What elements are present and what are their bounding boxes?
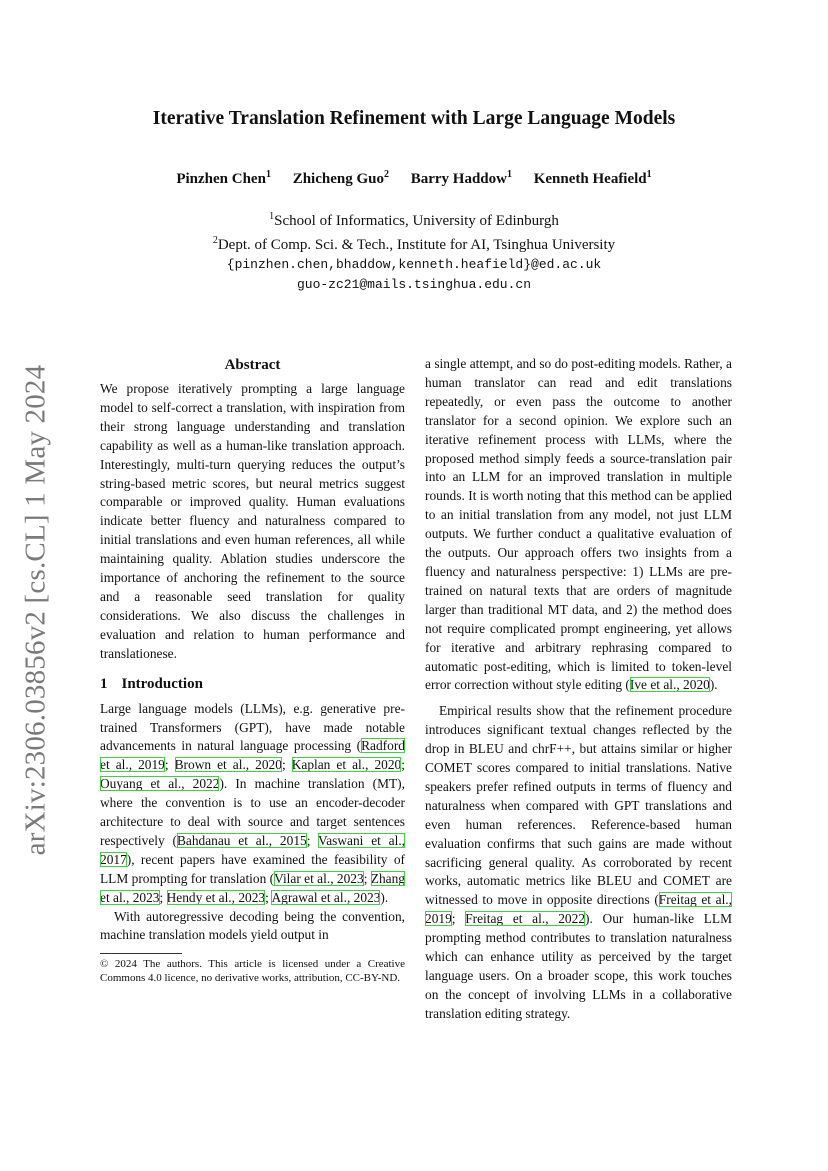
citation-link[interactable]: Freitag et al., 2019 <box>425 892 732 927</box>
text-run: ). In machine translation (MT), where the convention is to use an encoder-decoder architecture to deal with source and target sentences respectively ( <box>100 776 405 848</box>
text-run: ; <box>265 889 272 905</box>
author-list <box>0 169 828 188</box>
citation-link[interactable]: Agrawal et al., 2023 <box>271 889 381 905</box>
section-heading <box>100 674 405 694</box>
author <box>411 171 512 187</box>
affiliation-block <box>0 207 828 295</box>
citation-link[interactable]: Freitag et al., 2022 <box>465 911 586 927</box>
arxiv-sidebar-stamp <box>14 360 58 860</box>
text-run: Empirical results show that the refinement procedure introduces significant textual changes reflected by the drop in BLEU and chrF++, but attains similar or higher COMET scores compared to initial translations. Native speakers prefer refined outputs in terms of fluency and naturalness when compared with GPT translations and even human references. Reference-based human evaluation confirms that such gains are made without sacrificing general quality. As corroborated by recent works, automatic metrics like BLEU and COMET are witnessed to move in opposite directions ( <box>425 703 732 908</box>
arxiv-identifier: arXiv:2306.03856v2 [cs.CL] 1 May 2024 <box>19 364 52 856</box>
text-run: ; <box>306 832 319 848</box>
citation-link[interactable]: Radford et al., 2019 <box>100 738 405 773</box>
text-run: ; <box>363 870 371 886</box>
text-run: ). <box>380 889 389 905</box>
intro-paragraph <box>425 702 732 1023</box>
text-run: ; <box>451 911 466 927</box>
license-footnote: © 2024 The authors. This article is licensed under a Creative Commons 4.0 licence, no derivative works, attribution, CC-BY-ND. <box>100 958 405 985</box>
author <box>176 171 271 187</box>
citation-link[interactable]: Bahdanau et al., 2015 <box>176 832 307 848</box>
section-title: Introduction <box>121 675 203 692</box>
abstract-text: We propose iteratively prompting a large language model to self-correct a translation, with inspiration from their strong language understanding and translation capability as well as a human-like translation approach. Interestingly, multi-turn querying reduces the output’s string-based metric scores, but neural metrics suggest comparable or improved quality. Human evaluations indicate better fluency and naturalness compared to initial translations and even human references, all while maintaining quality. Ablation studies underscore the importance of anchoring the refinement to the source and a reasonable seed translation for quality considerations. We also discuss the challenges in evaluation and relation to human performance and translationese. <box>100 381 405 661</box>
email-line: {pinzhen.chen,bhaddow,kenneth.heafield}@ed.ac.uk <box>226 257 602 272</box>
text-run: ; <box>159 889 167 905</box>
affiliation-mark: 2 <box>212 235 218 246</box>
author-affil-mark: 1 <box>506 169 512 180</box>
citation-link[interactable]: Zhang et al., 2023 <box>100 870 405 905</box>
footnote-rule <box>100 953 182 954</box>
text-run: Large language models (LLMs), e.g. generative pre-trained Transformers (GPT), have made notable advancements in natural language processing ( <box>100 700 405 754</box>
author-name: Barry Haddow <box>410 171 507 187</box>
affiliation-mark: 1 <box>269 211 275 222</box>
intro-paragraph-continued <box>425 355 732 695</box>
email-line: guo-zc21@mails.tsinghua.edu.cn <box>296 277 532 292</box>
text-run: ; <box>401 757 405 773</box>
citation-link[interactable]: Vaswani et al., 2017 <box>100 832 406 867</box>
author-affil-mark: 1 <box>265 169 271 180</box>
affiliation <box>0 207 828 231</box>
author-affil-mark: 2 <box>383 169 389 180</box>
text-run: ), recent papers have examined the feasibility of LLM prompting for translation ( <box>100 851 405 886</box>
affiliation-text: Dept. of Comp. Sci. & Tech., Institute for AI, Tsinghua University <box>217 237 616 253</box>
author <box>534 171 652 187</box>
right-column <box>425 355 732 1024</box>
text-run: a single attempt, and so do post-editing models. Rather, a human translator can read and edit translations repeatedly, or even pass the outcome to another translator for a second opinion. We explore such an iterative refinement process with LLMs, where the proposed method simply feeds a source-translation pair into an LLM for an improved translation in multiple rounds. It is worth noting that this method can be applied to an initial translation from any model, not just LLM outputs. We further conduct a qualitative evaluation of the outputs. Our approach offers two insights from a fluency and naturalness perspective: 1) LLMs are pre-trained on natural texts that are orders of magnitude larger than traditional MT data, and 2) the method does not require complicated prompt engineering, yet allows for iterative and arbitrary rephrasing compared to automatic post-editing, which is limited to token-level error correction without style editing ( <box>425 356 732 693</box>
text-run: ). Our human-like LLM prompting method contributes to translation naturalness which can enhance utility as perceived by the target language users. On a broader scope, this work touches on the concept of involving LLMs in a collaborative translation editing strategy. <box>425 911 732 1021</box>
citation-link[interactable]: Ouyang et al., 2022 <box>100 776 220 792</box>
author-name: Kenneth Heafield <box>533 171 647 187</box>
intro-paragraph <box>100 700 405 908</box>
text-run: ; <box>164 757 175 773</box>
paper-title: Iterative Translation Refinement with Large Language Models <box>152 108 676 129</box>
abstract-heading: Abstract <box>224 357 281 373</box>
affiliation <box>0 231 828 255</box>
author <box>293 171 389 187</box>
section-number: 1 <box>100 675 108 692</box>
citation-link[interactable]: Hendy et al., 2023 <box>166 889 266 905</box>
citation-link[interactable]: Ive et al., 2020 <box>629 677 710 693</box>
citation-link[interactable]: Brown et al., 2020 <box>174 757 282 773</box>
author-name: Zhicheng Guo <box>292 171 384 187</box>
author-name: Pinzhen Chen <box>176 171 266 187</box>
citation-link[interactable]: Vilar et al., 2023 <box>274 870 364 886</box>
intro-paragraph: With autoregressive decoding being the convention, machine translation models yield output in <box>100 908 405 943</box>
left-column <box>100 355 405 985</box>
text-run: ). <box>709 677 718 693</box>
author-affil-mark: 1 <box>646 169 652 180</box>
citation-link[interactable]: Kaplan et al., 2020 <box>291 757 402 773</box>
affiliation-text: School of Informatics, University of Edinburgh <box>274 213 559 229</box>
text-run: ; <box>281 757 292 773</box>
